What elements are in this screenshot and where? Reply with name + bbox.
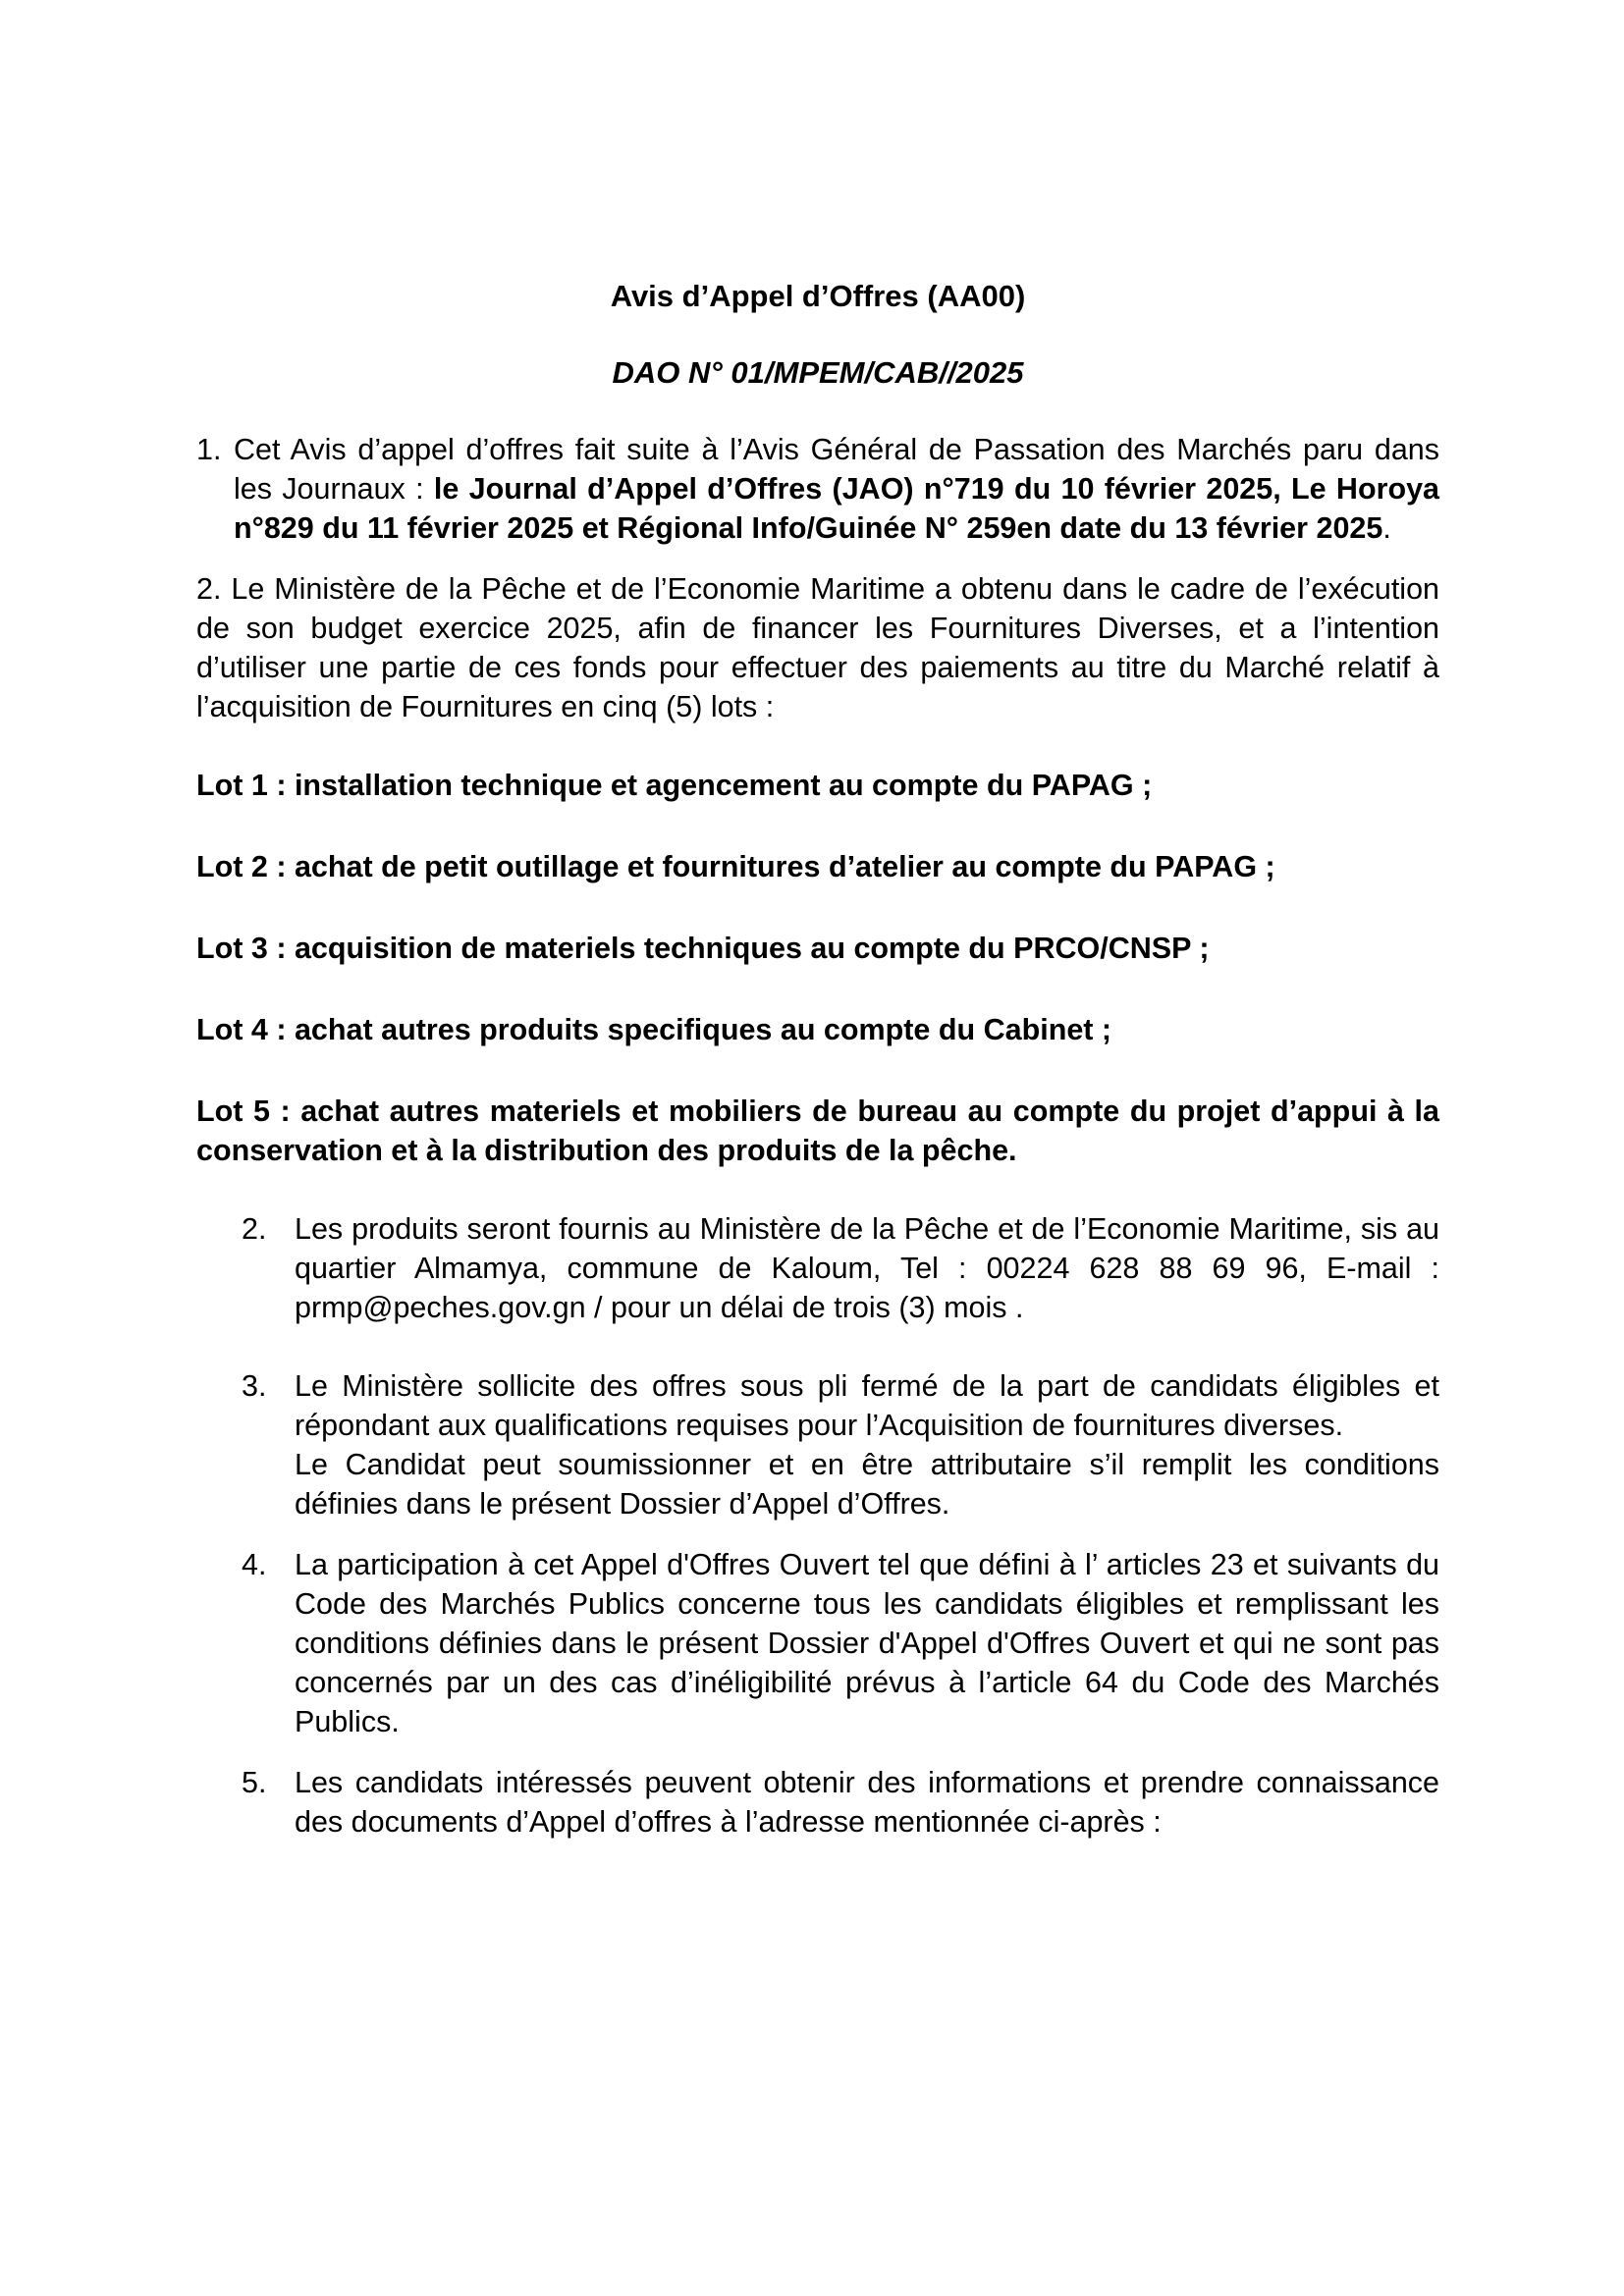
list-item-paragraph: Le Candidat peut soumissionner et en être attributaire s’il remplit les conditions définies dans le présent Dossier d’Appel d’Offres. <box>295 1448 1439 1521</box>
document-reference: DAO N° 01/MPEM/CAB//2025 <box>612 355 1024 390</box>
paragraph-2: 2. Le Ministère de la Pêche et de l’Economie Maritime a obtenu dans le cadre de l’exécution de son budget exercice 2025, afin de financer les Fournitures Diverses, et a l’intention d’utiliser une partie de ces fonds pour effectuer des paiements au titre du Marché relatif à l’acquisition de Fournitures en cinq (5) lots : <box>196 572 1439 723</box>
list-item-number: 3. <box>242 1369 267 1403</box>
lot-4: Lot 4 : achat autres produits specifiques au compte du Cabinet ; <box>196 1013 1112 1046</box>
list-item-number: 4. <box>242 1548 267 1581</box>
list-item-text <box>295 1366 1439 1523</box>
list-item-paragraph: Le Ministère sollicite des offres sous pli fermé de la part de candidats éligibles et répondant aux qualifications requises pour l’Acquisition de fournitures diverses. <box>295 1369 1439 1442</box>
list-item-number: 5. <box>242 1766 267 1799</box>
paragraph-1-end: . <box>1382 511 1391 545</box>
list-item <box>196 1366 1439 1523</box>
list-item <box>196 1545 1439 1741</box>
list-item-paragraph: Les candidats intéressés peuvent obtenir des informations et prendre connaissance des documents d’Appel d’offres à l’adresse mentionnée ci-après : <box>295 1766 1439 1839</box>
list-item-paragraph: Les produits seront fournis au Ministère de la Pêche et de l’Economie Maritime, sis au quartier Almamya, commune de Kaloum, Tel : 00224 628 88 69 96, E-mail : prmp@peches.gov.gn / pour un délai de trois (3) mois . <box>295 1212 1439 1324</box>
document-title: Avis d’Appel d’Offres (AA00) <box>610 279 1026 313</box>
lot-5: Lot 5 : achat autres materiels et mobiliers de bureau au compte du projet d’appui à la conservation et à la distribution des produits de la pêche. <box>196 1095 1439 1167</box>
list-item-number: 2. <box>242 1212 267 1246</box>
list-item-text <box>295 1545 1439 1741</box>
list-item <box>196 1763 1439 1842</box>
lot-2: Lot 2 : achat de petit outillage et fournitures d’atelier au compte du PAPAG ; <box>196 850 1275 883</box>
paragraph-1-plain: Cet Avis d’appel d’offres fait suite à l’Avis Général de Passation des Marchés paru dans les Journaux : <box>234 433 1439 506</box>
list-item <box>196 1209 1439 1327</box>
list-item-paragraph: La participation à cet Appel d'Offres Ouvert tel que défini à l’ articles 23 et suivants du Code des Marchés Publics concerne tous les candidats éligibles et remplissant les conditions définies dans le présent Dossier d'Appel d'Offres Ouvert et qui ne sont pas concernés par un des cas d’inéligibilité prévus à l’article 64 du Code des Marchés Publics. <box>295 1548 1439 1738</box>
paragraph-1 <box>196 430 1439 548</box>
paragraph-1-bold: le Journal d’Appel d’Offres (JAO) n°719 du 10 février 2025, Le Horoya n°829 du 11 février 2025 et Régional Info/Guinée N° 259en date du 13 février 2025 <box>234 472 1439 545</box>
document-body <box>196 277 1439 1861</box>
paragraph-1-text <box>234 430 1439 548</box>
list-item-text <box>295 1209 1439 1327</box>
paragraph-1-number: 1. <box>196 433 222 466</box>
list-item-text <box>295 1763 1439 1842</box>
lot-3: Lot 3 : acquisition de materiels techniques au compte du PRCO/CNSP ; <box>196 932 1210 965</box>
lot-1: Lot 1 : installation technique et agencement au compte du PAPAG ; <box>196 769 1153 802</box>
